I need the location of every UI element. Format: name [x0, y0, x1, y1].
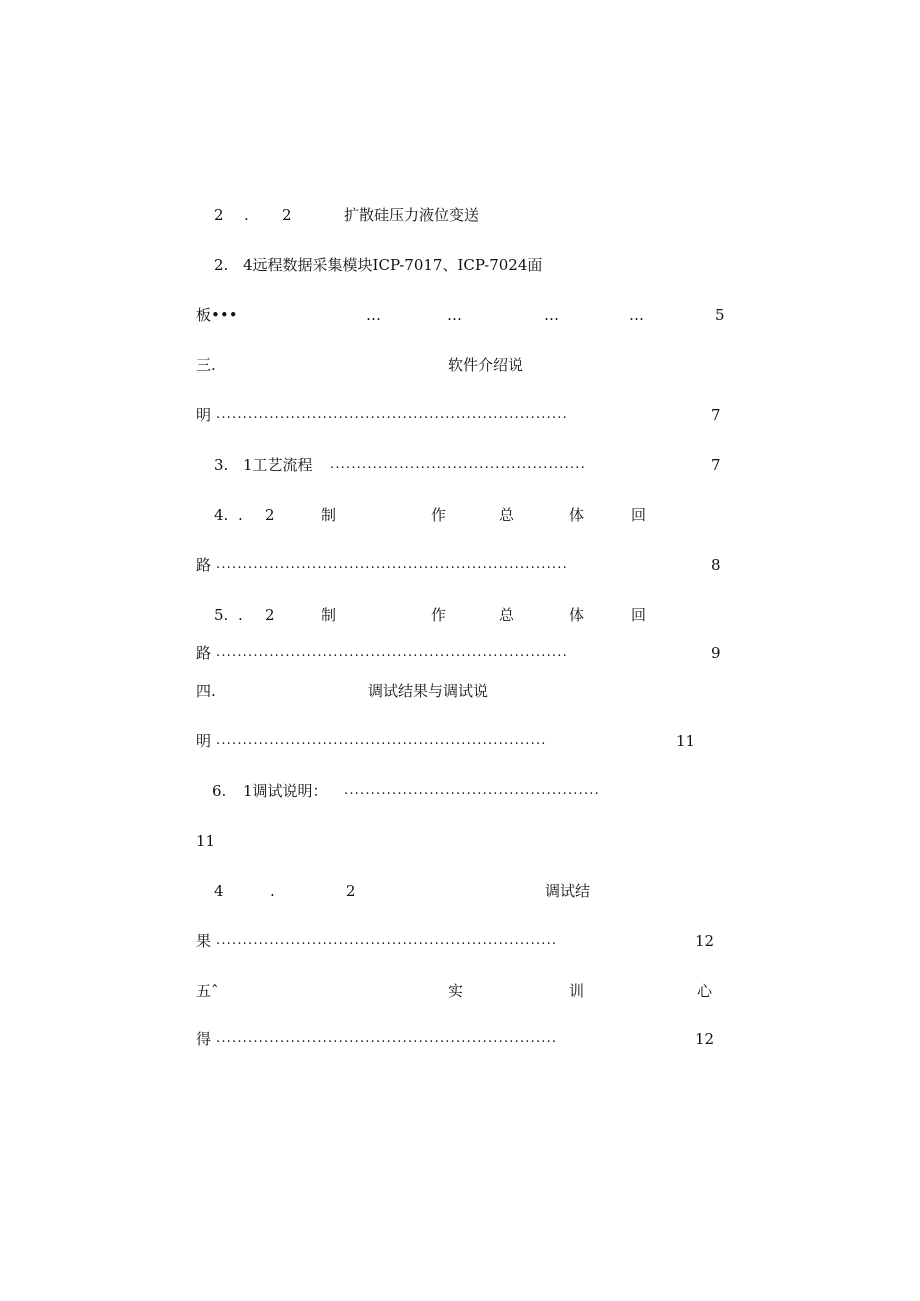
toc-title-char[interactable]: 作 [431, 606, 447, 624]
toc-leader-dots: ................................................................ [216, 1031, 558, 1046]
toc-entry-title[interactable]: 1工艺流程 [243, 456, 313, 474]
toc-num-a: 5. [214, 606, 229, 624]
toc-num-c: 2 [265, 506, 275, 524]
toc-section-title[interactable]: 调试结果与调试说 [368, 682, 489, 700]
toc-title-char[interactable]: 体 [569, 506, 585, 524]
toc-section-title-char[interactable]: 实 [448, 982, 464, 1000]
toc-page-number: 8 [711, 556, 721, 574]
toc-num-c: 2 [282, 206, 292, 224]
toc-leader-dots: ................................................................ [216, 933, 558, 948]
toc-entry-title[interactable]: 扩散硅压力液位变送 [344, 206, 480, 224]
toc-num-dot: . [270, 882, 275, 900]
toc-leader-dots: .................................................................. [216, 645, 568, 660]
toc-leader-dots: .................................................................. [216, 407, 568, 422]
toc-title-char[interactable]: 体 [569, 606, 585, 624]
toc-page-number: 11 [676, 732, 696, 750]
toc-page-number: 9 [711, 644, 721, 662]
toc-section-title[interactable]: 软件介绍说 [448, 356, 524, 374]
toc-title-char[interactable]: 作 [431, 506, 447, 524]
toc-entry-title[interactable]: 调试结 [545, 882, 591, 900]
toc-section-number: 四. [196, 682, 216, 700]
toc-title-char[interactable]: 总 [499, 606, 515, 624]
toc-entry-number: 2. [214, 256, 229, 274]
toc-page-number: 5 [715, 306, 725, 324]
toc-section-title-char[interactable]: 心 [697, 982, 713, 1000]
toc-page-number: 12 [695, 932, 715, 950]
toc-page-number: 7 [711, 456, 721, 474]
toc-num-a: 4. [214, 506, 229, 524]
toc-title-char[interactable]: 回 [631, 506, 647, 524]
toc-ellipsis: … [447, 306, 462, 324]
toc-num-c: 2 [265, 606, 275, 624]
toc-entry-title[interactable]: 4远程数据采集模块ICP-7017、ICP-7024面 [243, 256, 543, 274]
toc-num-dot: . [244, 206, 249, 224]
toc-entry-lead: 明 [196, 406, 212, 424]
toc-num-a: 4 [214, 882, 224, 900]
toc-ellipsis: … [366, 306, 381, 324]
toc-ellipsis: … [629, 306, 644, 324]
toc-title-char[interactable]: 制 [321, 506, 337, 524]
toc-section-title-char[interactable]: 训 [569, 982, 585, 1000]
toc-ellipsis: … [544, 306, 559, 324]
toc-entry-number: 6. [212, 782, 227, 800]
toc-num-c: 2 [346, 882, 356, 900]
toc-title-char[interactable]: 总 [499, 506, 515, 524]
toc-entry-lead: 明 [196, 732, 212, 750]
toc-leader-dots: ................................................ [344, 783, 600, 798]
toc-leader-dots: ................................................ [330, 457, 586, 472]
toc-section-number: 五ˆ [196, 982, 219, 1000]
toc-page-number: 12 [695, 1030, 715, 1048]
toc-entry-lead: 果 [196, 932, 212, 950]
toc-title-char[interactable]: 回 [631, 606, 647, 624]
toc-leader-dots: .................................................................. [216, 557, 568, 572]
toc-page-number: 11 [196, 832, 216, 850]
toc-entry-lead: 板••• [196, 306, 238, 324]
toc-num-dot: . [238, 506, 243, 524]
toc-title-char[interactable]: 制 [321, 606, 337, 624]
toc-section-number: 三. [196, 356, 216, 374]
toc-num-dot: . [238, 606, 243, 624]
toc-entry-title[interactable]: 1调试说明： [243, 782, 328, 800]
toc-entry-number: 3. [214, 456, 229, 474]
toc-leader-dots: .............................................................. [216, 733, 547, 748]
toc-entry-lead: 得 [196, 1030, 212, 1048]
toc-page-number: 7 [711, 406, 721, 424]
toc-entry-lead: 路 [196, 556, 212, 574]
toc-entry-lead: 路 [196, 644, 212, 662]
toc-num-a: 2 [214, 206, 224, 224]
